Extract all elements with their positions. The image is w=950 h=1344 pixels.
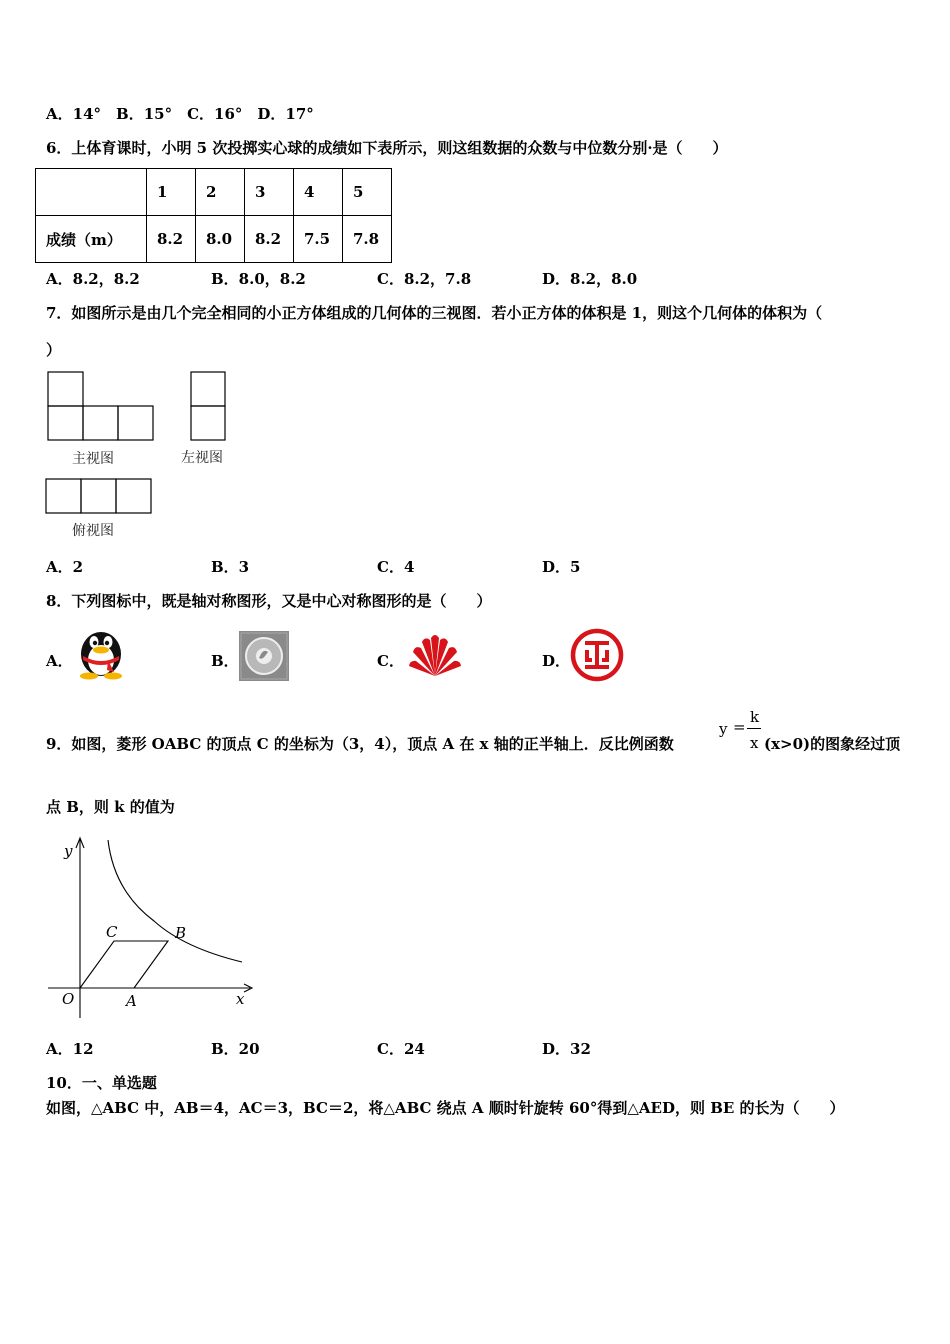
q9-fraction-bar xyxy=(747,728,761,729)
q6-option-a: A．8.2，8.2 xyxy=(46,270,140,288)
disc-icon xyxy=(238,630,290,682)
table-cell: 5 xyxy=(343,169,392,216)
table-cell: 7.8 xyxy=(343,216,392,263)
q8-option-d-label: D． xyxy=(542,652,571,670)
q10-title: 10．一、单选题 xyxy=(46,1074,157,1092)
q9-stem-continued: (x>0)的图象经过顶 xyxy=(764,735,901,753)
q8-option-b-label: B． xyxy=(211,652,239,670)
q8-option-a-label: A． xyxy=(46,652,73,670)
hyperbola-curve xyxy=(108,840,242,962)
q8-stem: 8．下列图标中，既是轴对称图形，又是中心对称图形的是（ ） xyxy=(46,592,492,610)
table-cell: 3 xyxy=(245,169,294,216)
q8-option-c-label: C． xyxy=(377,652,404,670)
top-view-label: 俯视图 xyxy=(72,523,114,539)
rhombus-oabc xyxy=(80,941,168,988)
q10-stem: 如图，△ABC 中，AB＝4，AC＝3，BC＝2，将△ABC 绕点 A 顺时针旋转 60°得到△AED，则 BE 的长为（ ） xyxy=(46,1099,845,1117)
top-view xyxy=(46,479,151,513)
left-view-label: 左视图 xyxy=(181,450,223,466)
q7-stem-line2: ） xyxy=(46,341,62,359)
q9-option-c: C．24 xyxy=(377,1040,425,1058)
point-a-label: A xyxy=(126,992,137,1010)
q9-option-b: B．20 xyxy=(211,1040,260,1058)
q7-option-b: B．3 xyxy=(211,558,250,576)
table-cell: 1 xyxy=(147,169,196,216)
point-c-label: C xyxy=(106,923,118,941)
q9-func-numerator: k xyxy=(750,708,760,726)
front-view xyxy=(48,372,153,440)
q6-stem: 6．上体育课时，小明 5 次投掷实心球的成绩如下表所示，则这组数据的众数与中位数分别·是（ ） xyxy=(46,139,728,157)
table-row xyxy=(36,216,392,263)
q6-option-c: C．8.2，7.8 xyxy=(377,270,472,288)
table-cell: 8.2 xyxy=(245,216,294,263)
table-cell: 8.0 xyxy=(196,216,245,263)
table-cell: 4 xyxy=(294,169,343,216)
q9-stem-line2: 点 B，则 k 的值为 xyxy=(46,798,175,816)
table-cell: 2 xyxy=(196,169,245,216)
q7-option-d: D．5 xyxy=(542,558,581,576)
q9-func-y: y xyxy=(719,720,728,738)
left-view xyxy=(191,372,225,440)
q9-graph xyxy=(44,836,264,1022)
q9-option-a: A．12 xyxy=(46,1040,94,1058)
q6-score-table xyxy=(35,168,392,263)
q9-stem: 9．如图，菱形 OABC 的顶点 C 的坐标为（3，4），顶点 A 在 x 轴的正半轴上．反比例函数 xyxy=(46,735,674,753)
q5-options: A．14° B．15° C．16° D．17° xyxy=(46,105,314,123)
table-cell: 成绩（m） xyxy=(36,216,147,263)
bank-icon xyxy=(570,628,624,682)
q7-stem-line1: 7．如图所示是由几个完全相同的小正方体组成的几何体的三视图．若小正方体的体积是 1，则这个几何体的体积为（ xyxy=(46,304,823,322)
q9-func-eq: = xyxy=(733,718,746,736)
front-view-label: 主视图 xyxy=(72,451,114,467)
q9-func-denominator: x xyxy=(750,734,759,752)
q6-option-d: D．8.2，8.0 xyxy=(542,270,638,288)
table-cell: 8.2 xyxy=(147,216,196,263)
origin-label: O xyxy=(62,990,75,1008)
q9-option-d: D．32 xyxy=(542,1040,591,1058)
table-row xyxy=(36,169,392,216)
point-b-label: B xyxy=(175,924,187,942)
q6-option-b: B．8.0，8.2 xyxy=(211,270,306,288)
table-cell xyxy=(36,169,147,216)
q7-option-a: A．2 xyxy=(46,558,84,576)
table-cell: 7.5 xyxy=(294,216,343,263)
y-axis-label: y xyxy=(64,842,73,860)
x-axis-label: x xyxy=(236,990,245,1008)
q7-option-c: C．4 xyxy=(377,558,415,576)
penguin-icon xyxy=(74,622,128,680)
flower-icon xyxy=(406,630,464,680)
